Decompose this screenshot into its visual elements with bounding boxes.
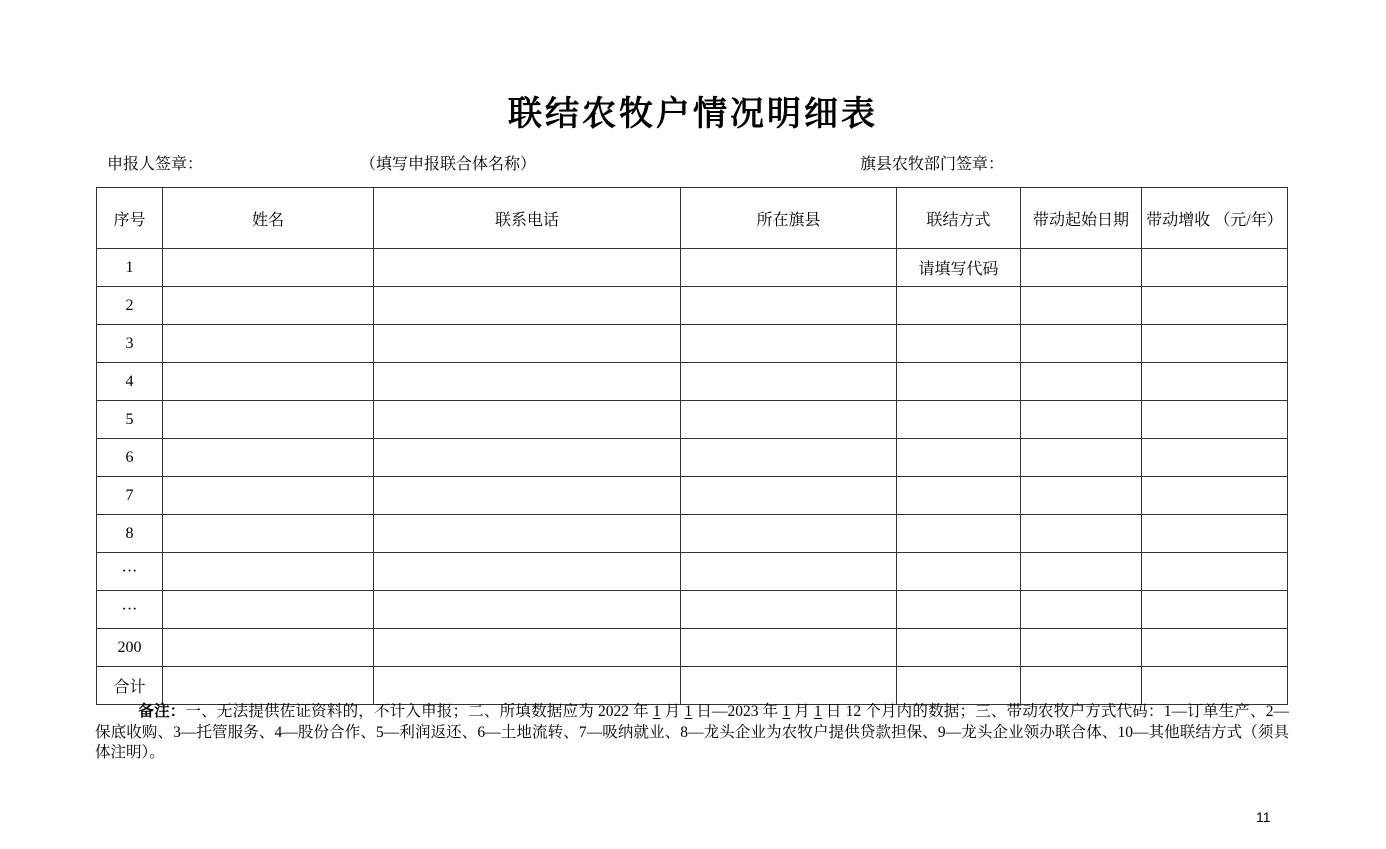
table-row: [97, 401, 1288, 439]
data-cell: [681, 325, 897, 363]
data-cell: [374, 287, 681, 325]
data-cell: [1021, 325, 1142, 363]
data-cell: [163, 287, 374, 325]
row-index-cell: ···: [97, 553, 163, 591]
data-cell: [1021, 553, 1142, 591]
data-cell: [1021, 287, 1142, 325]
data-cell: [897, 325, 1021, 363]
data-cell: [1142, 591, 1288, 629]
data-cell: [1021, 515, 1142, 553]
data-cell: [163, 249, 374, 287]
data-cell: [681, 249, 897, 287]
data-cell: [897, 515, 1021, 553]
data-cell: [1142, 477, 1288, 515]
row-index-cell: 7: [97, 477, 163, 515]
data-cell: [163, 553, 374, 591]
data-cell: 请填写代码: [897, 249, 1021, 287]
data-cell: [1021, 629, 1142, 667]
row-index-cell: 2: [97, 287, 163, 325]
data-cell: [681, 477, 897, 515]
entity-name-hint: （填写申报联合体名称）: [360, 156, 537, 173]
row-index-cell: 6: [97, 439, 163, 477]
column-header: 姓名: [163, 188, 374, 249]
data-cell: [681, 401, 897, 439]
row-index-cell: 4: [97, 363, 163, 401]
data-cell: [681, 439, 897, 477]
note-segment: 备注：: [138, 703, 186, 720]
note-segment: 月: [660, 703, 685, 720]
table-row: [97, 591, 1288, 629]
data-cell: [681, 667, 897, 705]
data-cell: [1142, 249, 1288, 287]
data-cell: [681, 591, 897, 629]
column-header: 所在旗县: [681, 188, 897, 249]
table-row: [97, 629, 1288, 667]
data-cell: [163, 401, 374, 439]
table-body: [97, 249, 1288, 705]
data-cell: [897, 287, 1021, 325]
data-cell: [1021, 477, 1142, 515]
county-dept-signature-label: 旗县农牧部门签章：: [860, 156, 1005, 173]
note-segment: 日 12 个月内的数据；三、带动农牧户方式代码：1—订单生产、2—保底收购、3—托管服务、4—股份合作、5—利润返还、6—土地流转、7—吸纳就业、8—龙头企业为农牧户提供贷款担保、9—龙头企业领办联合体、10—其他联结方式（须具体注明）。: [95, 703, 1289, 761]
data-cell: [374, 401, 681, 439]
note-segment: 日—2023 年: [692, 703, 783, 720]
row-index-cell: 5: [97, 401, 163, 439]
column-header: 联结方式: [897, 188, 1021, 249]
data-cell: [163, 439, 374, 477]
table-row: [97, 553, 1288, 591]
note-segment: 1: [684, 703, 693, 720]
column-header: 带动增收 （元/年）: [1142, 188, 1288, 249]
data-cell: [1021, 401, 1142, 439]
data-cell: [897, 553, 1021, 591]
data-cell: [1142, 553, 1288, 591]
data-cell: [897, 591, 1021, 629]
data-cell: [374, 515, 681, 553]
data-cell: [1142, 515, 1288, 553]
data-cell: [897, 667, 1021, 705]
data-cell: [163, 477, 374, 515]
row-index-cell: 200: [97, 629, 163, 667]
data-cell: [374, 439, 681, 477]
note-segment: 一、无法提供佐证资料的，不计入申报；二、所填数据应为 2022 年: [185, 703, 653, 720]
data-cell: [1142, 325, 1288, 363]
data-cell: [897, 363, 1021, 401]
data-cell: [1142, 667, 1288, 705]
data-cell: [681, 553, 897, 591]
data-cell: [1142, 363, 1288, 401]
data-cell: [1021, 591, 1142, 629]
row-index-cell: 合计: [97, 667, 163, 705]
data-cell: [374, 325, 681, 363]
note-segment: 1: [652, 703, 661, 720]
row-index-cell: 3: [97, 325, 163, 363]
table-row: [97, 249, 1288, 287]
row-index-cell: 1: [97, 249, 163, 287]
table-row: [97, 515, 1288, 553]
note-segment: 1: [782, 703, 791, 720]
data-cell: [1142, 439, 1288, 477]
data-cell: [1021, 249, 1142, 287]
data-cell: [163, 629, 374, 667]
data-cell: [897, 401, 1021, 439]
data-cell: [374, 629, 681, 667]
note-segment: 1: [814, 703, 822, 720]
data-cell: [897, 439, 1021, 477]
data-cell: [374, 363, 681, 401]
table-row: [97, 363, 1288, 401]
table-header-row: [97, 188, 1288, 249]
data-cell: [163, 667, 374, 705]
table-row: [97, 477, 1288, 515]
data-cell: [1021, 439, 1142, 477]
data-cell: [681, 629, 897, 667]
data-cell: [681, 515, 897, 553]
row-index-cell: 8: [97, 515, 163, 553]
declarant-signature-label: 申报人签章：: [107, 156, 204, 173]
data-cell: [897, 477, 1021, 515]
linked-households-table: [96, 187, 1288, 705]
data-cell: [1021, 363, 1142, 401]
table-row: [97, 325, 1288, 363]
note-segment: 月: [790, 703, 815, 720]
data-cell: [374, 667, 681, 705]
page-title: 联结农牧户情况明细表: [508, 96, 878, 133]
row-index-cell: ···: [97, 591, 163, 629]
table-row: [97, 439, 1288, 477]
column-header: 序号: [97, 188, 163, 249]
data-cell: [681, 287, 897, 325]
data-cell: [1142, 287, 1288, 325]
footnote: [95, 702, 1289, 764]
data-cell: [374, 477, 681, 515]
signature-row: [0, 151, 1386, 173]
page-number: 11: [1256, 809, 1271, 825]
data-cell: [374, 249, 681, 287]
data-cell: [1142, 629, 1288, 667]
column-header: 带动起始日期: [1021, 188, 1142, 249]
data-cell: [1021, 667, 1142, 705]
data-cell: [163, 591, 374, 629]
table-row: [97, 287, 1288, 325]
data-cell: [1142, 401, 1288, 439]
data-cell: [374, 553, 681, 591]
data-cell: [897, 629, 1021, 667]
data-cell: [163, 363, 374, 401]
table-row: [97, 667, 1288, 705]
data-cell: [681, 363, 897, 401]
data-cell: [163, 325, 374, 363]
data-cell: [163, 515, 374, 553]
data-cell: [374, 591, 681, 629]
column-header: 联系电话: [374, 188, 681, 249]
